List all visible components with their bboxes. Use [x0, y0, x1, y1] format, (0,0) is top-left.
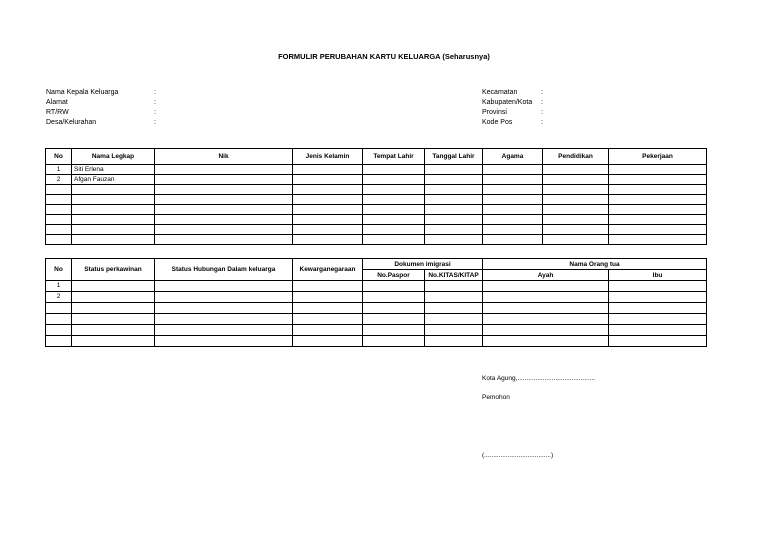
table-cell — [483, 336, 609, 347]
row-no: 1 — [46, 281, 72, 292]
table-cell — [363, 215, 425, 225]
table-cell — [425, 225, 483, 235]
table-cell — [425, 336, 483, 347]
field-rt-rw — [46, 108, 156, 118]
row-nama — [72, 235, 155, 245]
row-no: 1 — [46, 165, 72, 175]
table-cell — [155, 292, 293, 303]
table-row — [46, 325, 707, 336]
field-separator: : — [541, 99, 543, 106]
table-cell — [363, 195, 425, 205]
table-cell — [155, 235, 293, 245]
field-label: Alamat — [46, 99, 68, 106]
household-info-left — [46, 88, 156, 128]
table-cell — [293, 235, 363, 245]
table-cell — [483, 281, 609, 292]
table-cell — [425, 314, 483, 325]
table-cell — [363, 225, 425, 235]
field-kabupaten-kota — [482, 98, 543, 108]
table-cell — [155, 185, 293, 195]
table-cell — [72, 336, 155, 347]
table-cell — [72, 281, 155, 292]
table-cell — [425, 303, 483, 314]
table-cell — [425, 165, 483, 175]
row-no — [46, 195, 72, 205]
field-separator: : — [541, 109, 543, 116]
table-cell — [155, 225, 293, 235]
table-cell — [483, 165, 543, 175]
row-no: 2 — [46, 292, 72, 303]
table-cell — [609, 235, 707, 245]
table-cell — [425, 281, 483, 292]
table-cell — [483, 225, 543, 235]
table-cell — [293, 175, 363, 185]
table-cell — [72, 292, 155, 303]
table-cell — [483, 195, 543, 205]
header-no: No — [46, 259, 72, 281]
table-cell — [609, 325, 707, 336]
header-ibu: Ibu — [609, 270, 707, 281]
field-alamat — [46, 98, 156, 108]
table-header-row — [46, 259, 707, 270]
table-cell — [155, 215, 293, 225]
table-cell — [425, 292, 483, 303]
table-cell — [293, 195, 363, 205]
table-row — [46, 336, 707, 347]
table-cell — [293, 336, 363, 347]
table-cell — [155, 325, 293, 336]
table-cell — [363, 281, 425, 292]
header-tempat-lahir: Tempat Lahir — [363, 149, 425, 165]
table-row — [46, 314, 707, 325]
table-cell — [155, 314, 293, 325]
table-cell — [609, 281, 707, 292]
row-nama: Afgan Fauzan — [72, 175, 155, 185]
field-kecamatan — [482, 88, 543, 98]
row-no — [46, 185, 72, 195]
row-no — [46, 215, 72, 225]
field-separator: : — [154, 89, 156, 96]
field-separator: : — [154, 109, 156, 116]
table-cell — [363, 292, 425, 303]
field-nama-kepala-keluarga — [46, 88, 156, 98]
field-provinsi — [482, 108, 543, 118]
table-cell — [155, 175, 293, 185]
header-kewarganegaraan: Kewarganegaraan — [293, 259, 363, 281]
table-cell — [609, 165, 707, 175]
field-label: Kecamatan — [482, 89, 518, 96]
header-dokumen-imigrasi: Dokumen imigrasi — [363, 259, 483, 270]
table-cell — [483, 303, 609, 314]
header-no-kitas: No.KITAS/KITAP — [425, 270, 483, 281]
table-cell — [363, 185, 425, 195]
table-cell — [293, 292, 363, 303]
header-tanggal-lahir: Tanggal Lahir — [425, 149, 483, 165]
table-row — [46, 215, 707, 225]
row-no — [46, 205, 72, 215]
table-cell — [483, 325, 609, 336]
signature-role: Pemohon — [482, 394, 510, 401]
header-jenis-kelamin: Jenis Kelamin — [293, 149, 363, 165]
table-row — [46, 175, 707, 185]
table-cell — [425, 325, 483, 336]
table-cell — [543, 195, 609, 205]
table-row — [46, 165, 707, 175]
field-label: Kabupaten/Kota — [482, 99, 533, 106]
table-cell — [425, 185, 483, 195]
table-cell — [293, 281, 363, 292]
table-cell — [483, 185, 543, 195]
field-label: Kode Pos — [482, 119, 513, 126]
table-cell — [293, 325, 363, 336]
table-cell — [543, 165, 609, 175]
table-cell — [293, 225, 363, 235]
table-cell — [483, 215, 543, 225]
table-cell — [425, 235, 483, 245]
table-cell — [543, 175, 609, 185]
family-status-table — [45, 258, 707, 347]
table-cell — [293, 165, 363, 175]
row-no — [46, 225, 72, 235]
header-nik: Nik — [155, 149, 293, 165]
table-cell — [609, 205, 707, 215]
table-cell — [609, 185, 707, 195]
table-cell — [609, 336, 707, 347]
table-row — [46, 303, 707, 314]
signature-name-line: (.....................................) — [482, 452, 554, 459]
table-cell — [155, 205, 293, 215]
row-nama — [72, 205, 155, 215]
header-agama: Agama — [483, 149, 543, 165]
row-no — [46, 303, 72, 314]
field-separator: : — [154, 119, 156, 126]
household-info-right — [482, 88, 543, 128]
table-cell — [293, 314, 363, 325]
table-cell — [363, 175, 425, 185]
table-cell — [483, 235, 543, 245]
header-nama-orang-tua: Nama Orang tua — [483, 259, 707, 270]
row-nama — [72, 195, 155, 205]
table-cell — [363, 235, 425, 245]
row-no: 2 — [46, 175, 72, 185]
table-cell — [155, 165, 293, 175]
row-nama — [72, 225, 155, 235]
header-nama: Nama Legkap — [72, 149, 155, 165]
table-cell — [609, 175, 707, 185]
row-nama: Siti Erlena — [72, 165, 155, 175]
signature-place-date: Kota Agung,........................................... — [482, 375, 596, 382]
field-label: Nama Kepala Keluarga — [46, 89, 119, 96]
table-cell — [363, 303, 425, 314]
table-cell — [609, 215, 707, 225]
header-pekerjaan: Pekerjaan — [609, 149, 707, 165]
field-label: RT/RW — [46, 109, 69, 116]
table-row — [46, 185, 707, 195]
row-no — [46, 235, 72, 245]
family-members-table — [45, 148, 707, 245]
table-header-row — [46, 149, 707, 165]
header-ayah: Ayah — [483, 270, 609, 281]
row-no — [46, 314, 72, 325]
table-row — [46, 281, 707, 292]
field-separator: : — [154, 99, 156, 106]
header-no: No — [46, 149, 72, 165]
table-cell — [609, 195, 707, 205]
field-desa-kelurahan — [46, 118, 156, 128]
table-cell — [293, 205, 363, 215]
table-cell — [483, 175, 543, 185]
table-cell — [363, 325, 425, 336]
table-cell — [609, 314, 707, 325]
table-cell — [293, 303, 363, 314]
table-cell — [363, 165, 425, 175]
field-kode-pos — [482, 118, 543, 128]
table-cell — [543, 235, 609, 245]
table-cell — [293, 185, 363, 195]
table-cell — [155, 336, 293, 347]
table-cell — [543, 205, 609, 215]
row-nama — [72, 185, 155, 195]
table-cell — [72, 314, 155, 325]
table-cell — [363, 314, 425, 325]
table-cell — [425, 205, 483, 215]
table-cell — [543, 215, 609, 225]
table-cell — [155, 195, 293, 205]
field-label: Provinsi — [482, 109, 507, 116]
table-cell — [425, 175, 483, 185]
table-cell — [543, 225, 609, 235]
table-cell — [293, 215, 363, 225]
table-cell — [155, 303, 293, 314]
table-cell — [609, 225, 707, 235]
field-separator: : — [541, 89, 543, 96]
header-no-paspor: No.Paspor — [363, 270, 425, 281]
table-cell — [609, 303, 707, 314]
table-cell — [363, 205, 425, 215]
header-pendidikan: Pendidikan — [543, 149, 609, 165]
table-row — [46, 195, 707, 205]
table-cell — [543, 185, 609, 195]
table-cell — [425, 195, 483, 205]
table-cell — [483, 292, 609, 303]
header-status-hubungan: Status Hubungan Dalam keluarga — [155, 259, 293, 281]
field-label: Desa/Kelurahan — [46, 119, 97, 126]
table-cell — [609, 292, 707, 303]
table-cell — [425, 215, 483, 225]
table-cell — [483, 205, 543, 215]
field-separator: : — [541, 119, 543, 126]
header-status-perkawinan: Status perkawinan — [72, 259, 155, 281]
table-row — [46, 205, 707, 215]
table-cell — [72, 303, 155, 314]
table-cell — [483, 314, 609, 325]
table-row — [46, 225, 707, 235]
row-nama — [72, 215, 155, 225]
table-cell — [72, 325, 155, 336]
table-row — [46, 235, 707, 245]
form-title: FORMULIR PERUBAHAN KARTU KELUARGA (Seharusnya) — [278, 52, 490, 61]
table-cell — [363, 336, 425, 347]
table-cell — [155, 281, 293, 292]
table-row — [46, 292, 707, 303]
row-no — [46, 336, 72, 347]
row-no — [46, 325, 72, 336]
